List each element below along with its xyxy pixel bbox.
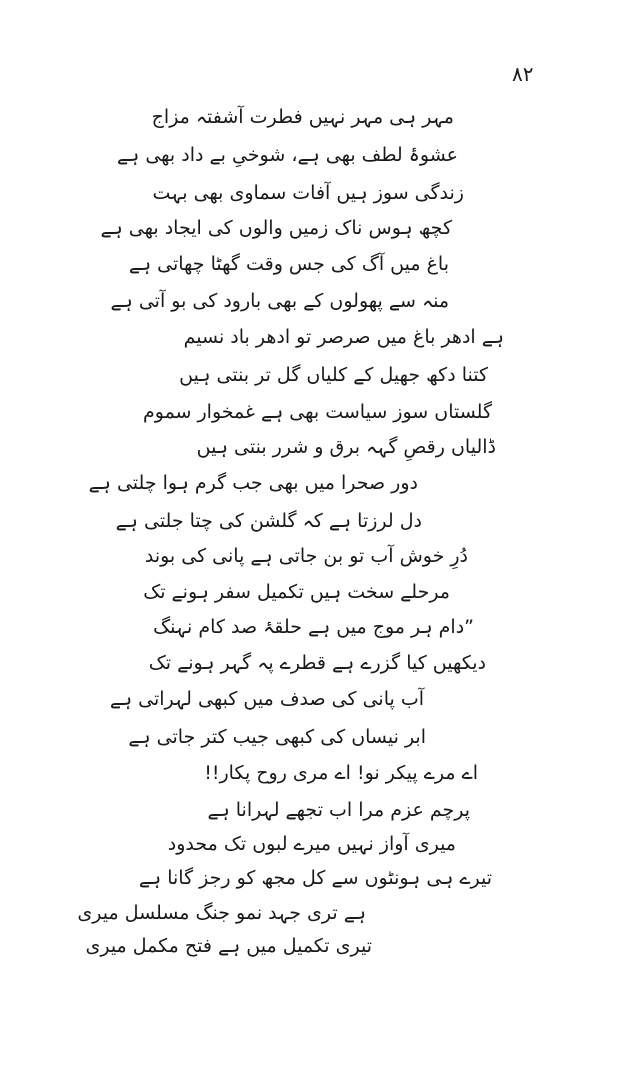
verse-line: تیری تکمیل میں ہے فتح مکمل میری <box>85 935 372 957</box>
verse-line: آب پانی کی صدف میں کبھی لہراتی ہے <box>109 688 424 710</box>
verse-line: ڈالیاں رقصِ گہہ برق و شرر بنتی ہیں <box>196 436 496 458</box>
verse-line: زندگی سوز ہیں آفات سماوی بھی بہت <box>152 182 464 204</box>
verse-line: دور صحرا میں بھی جب گرم ہوا چلتی ہے <box>88 472 418 494</box>
verse-line: باغ میں آگ کی جس وقت گھٹا چھاتی ہے <box>128 253 449 275</box>
verse-line: ”دام ہر موج میں ہے حلقۂ صد کام نہنگ <box>153 616 474 638</box>
verse-line: مرحلے سخت ہیں تکمیل سفر ہونے تک <box>143 581 450 603</box>
verse-line: منہ سے پھولوں کے بھی بارود کی بو آتی ہے <box>110 290 449 312</box>
verse-line: تیرے ہی ہونٹوں سے کل مجھ کو رجز گانا ہے <box>138 867 492 889</box>
verse-line: دُرِ خوش آب تو بن جاتی ہے پانی کی بوند <box>144 545 468 567</box>
verse-line: مہر ہی مہر نہیں فطرت آشفتہ مزاج <box>151 106 454 128</box>
verse-line: گلستاں سوز سیاست بھی ہے غمخوار سموم <box>142 401 492 423</box>
verse-line: کتنا دکھ جھیل کے کلیاں گل تر بنتی ہیں <box>179 364 488 386</box>
verse-line: عشوۂ لطف بھی ہے، شوخیِ بے داد بھی ہے <box>117 144 458 166</box>
verse-line: ہے ادھر باغ میں صرصر تو ادھر باد نسیم <box>183 326 504 348</box>
page-number: ۸۲ <box>512 62 534 86</box>
verse-line: پرچم عزم مرا اب تجھے لہرانا ہے <box>207 799 470 821</box>
verse-line: ابر نیساں کی کبھی جیب کتر جاتی ہے <box>128 726 426 748</box>
verse-line: کچھ ہوس ناک زمیں والوں کی ایجاد بھی ہے <box>100 217 452 239</box>
verse-line: دیکھیں کیا گزرے ہے قطرے پہ گہر ہونے تک <box>148 652 486 674</box>
verse-line: ہے تری جہد نمو جنگ مسلسل میری <box>77 902 366 924</box>
verse-line: دل لرزتا ہے کہ گلشن کی چتا جلتی ہے <box>115 510 422 532</box>
verse-line: میری آواز نہیں میرے لبوں تک محدود <box>167 833 456 855</box>
verse-line: اے مرے پیکر نو! اے مری روح پکار!! <box>204 762 478 784</box>
